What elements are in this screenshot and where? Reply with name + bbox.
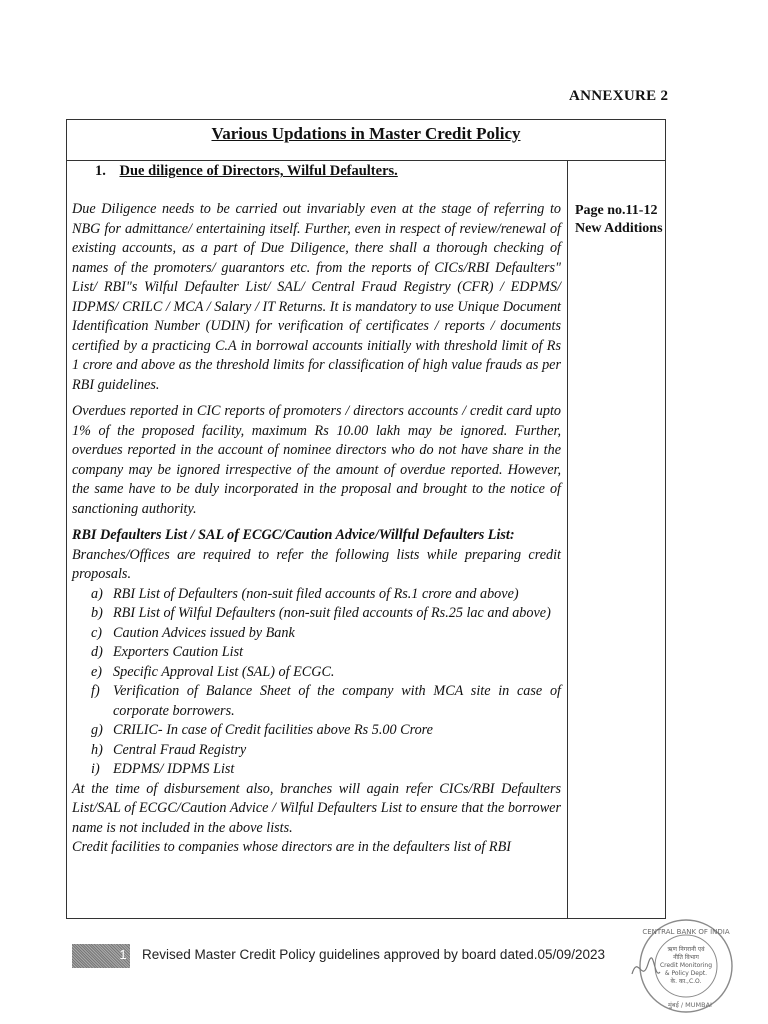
stamp-line: Credit Monitoring [659, 962, 713, 969]
section-heading [95, 163, 398, 180]
column-divider [567, 160, 568, 918]
page-reference: Page no.11-12 [575, 203, 658, 218]
stamp-line: & Policy Dept. [664, 970, 708, 977]
page-reference-note [575, 202, 663, 238]
section-title: Due diligence of Directors, Wilful Defaulters. [119, 163, 398, 179]
page-footer [72, 944, 632, 968]
paragraph-overdues: Overdues reported in CIC reports of promoters / directors accounts / credit card upto 1% of the proposed facility, maximum Rs 10.00 lakh may be ignored. Further, overdues reported in the account of nominee directors who do not have share in the company may be ignored irrespective of the amount of overdue reported. However, the same have to be duly incorporated in the proposal and brought to the notice of sanctioning authority. [72, 403, 561, 517]
stamp-line: नीति विभाग [673, 954, 699, 961]
stamp-top-text: CENTRAL BANK OF INDIA [642, 928, 730, 936]
paragraph-disbursement: At the time of disbursement also, branches will again refer CICs/RBI Defaulters List/SAL of ECGC/Caution Advice / Wilful Defaulters List to ensure that the borrower name is not included in the above lists. [72, 780, 561, 836]
paragraph-companies: Credit facilities to companies whose directors are in the defaulters list of RBI [72, 839, 511, 855]
annexure-label: ANNEXURE 2 [569, 88, 669, 104]
policy-body [72, 200, 561, 858]
footer-text: Revised Master Credit Policy guidelines approved by board dated.05/09/2023 [142, 947, 606, 962]
list-item: e) Specific Approval List (SAL) of ECGC. [91, 663, 335, 680]
section-number: 1. [95, 163, 106, 179]
defaulters-list [72, 585, 561, 780]
change-type: New Additions [575, 221, 663, 236]
list-item: h) Central Fraud Registry [91, 741, 247, 758]
list-item: f) Verification of Balance Sheet of the company with MCA site in case of corporate borrowers. [91, 683, 561, 719]
paragraph-due-diligence: Due Diligence needs to be carried out invariably even at the stage of referring to NBG for admittance/ entertaining itself. Further, even in respect of review/renewal of existing accounts, as a part of Due Diligence, there shall a thorough checking of names of the promoters/ guarantors etc. from the reports of CICs/RBI Defaulters" List/ RBI"s Wilful Defaulter List/ SAL/ Central Fraud Registry (CFR) / EDPMS/ IDPMS/ CRILC / MCA / Salary / IT Returns. It is mandatory to use Unique Document Identification Number (UDIN) for verification of certificates / reports / documents certified by a practicing C.A in borrowal accounts initially with threshold limit of Rs 1 crore and above as the threshold limits for classification of high value frauds as per RBI guidelines. [72, 201, 561, 393]
list-item: a) RBI List of Defaulters (non-suit filed accounts of Rs.1 crore and above) [91, 585, 519, 602]
list-item: d) Exporters Caution List [91, 644, 244, 660]
stamp-bottom-text: मुंबई / MUMBAI [668, 1001, 712, 1009]
policy-table [66, 119, 666, 919]
list-item: i) EDPMS/ IDPMS List [91, 761, 235, 777]
list-item: b) RBI List of Wilful Defaulters (non-suit filed accounts of Rs.25 lac and above) [91, 605, 551, 621]
list-intro: Branches/Offices are required to refer the following lists while preparing credit proposals. [72, 546, 561, 582]
department-stamp [630, 914, 738, 1022]
list-item: g) CRILIC- In case of Credit facilities above Rs 5.00 Crore [91, 722, 433, 738]
page-number: 1 [119, 947, 127, 962]
table-title-row [67, 120, 665, 161]
stamp-line: ऋण निगरानी एवं [667, 946, 705, 953]
list-item: c) Caution Advices issued by Bank [91, 624, 295, 641]
defaulters-list-heading: RBI Defaulters List / SAL of ECGC/Caution Advice/Willful Defaulters List: [72, 527, 515, 543]
stamp-line: के. का.,C.O. [670, 978, 702, 985]
page-title: Various Updations in Master Credit Policy [211, 124, 521, 143]
